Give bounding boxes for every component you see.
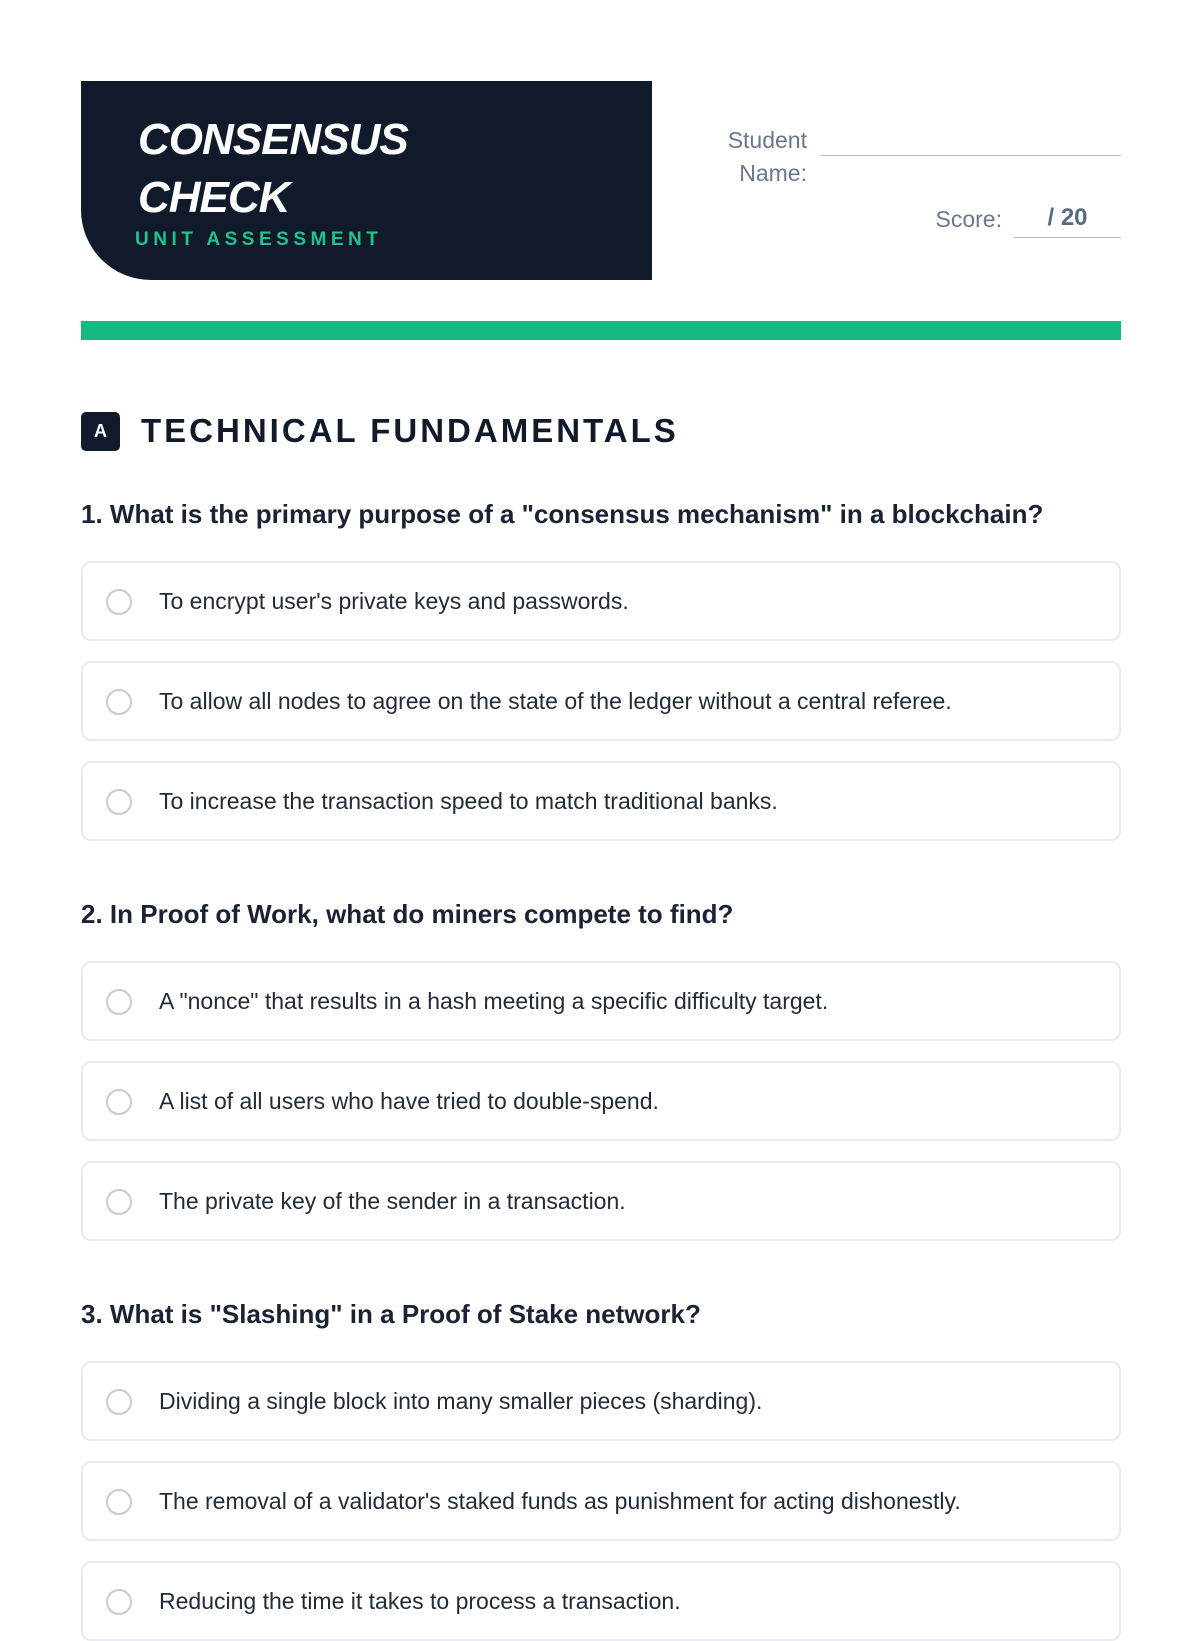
radio-icon[interactable]	[106, 689, 132, 715]
accent-divider	[81, 321, 1121, 340]
section-badge: A	[81, 412, 120, 451]
option-label: Dividing a single block into many smaller pieces (sharding).	[159, 1388, 763, 1414]
question-3-option-3[interactable]	[81, 1561, 1121, 1641]
radio-icon[interactable]	[106, 1389, 132, 1415]
option-label: The private key of the sender in a transaction.	[159, 1188, 626, 1214]
question-2-option-1[interactable]	[81, 961, 1121, 1041]
radio-icon[interactable]	[106, 789, 132, 815]
title-line-1: CONSENSUS	[138, 115, 408, 164]
option-label: A "nonce" that results in a hash meeting a specific difficulty target.	[159, 988, 829, 1014]
student-name-field[interactable]	[820, 155, 1121, 156]
question-1-option-1[interactable]	[81, 561, 1121, 641]
score-value: / 20	[1047, 204, 1088, 231]
option-label: To increase the transaction speed to match traditional banks.	[159, 788, 778, 814]
radio-icon[interactable]	[106, 589, 132, 615]
page-title	[138, 111, 408, 227]
page-subtitle: UNIT ASSESSMENT	[135, 229, 383, 250]
question-2-text: 2. In Proof of Work, what do miners compete to find?	[81, 899, 734, 929]
radio-icon[interactable]	[106, 1489, 132, 1515]
question-2-option-2[interactable]	[81, 1061, 1121, 1141]
section-title: TECHNICAL FUNDAMENTALS	[141, 412, 679, 449]
option-label: To allow all nodes to agree on the state of the ledger without a central referee.	[159, 688, 952, 714]
title-block	[81, 81, 652, 280]
question-1-option-3[interactable]	[81, 761, 1121, 841]
option-label: A list of all users who have tried to double-spend.	[159, 1088, 659, 1114]
radio-icon[interactable]	[106, 989, 132, 1015]
option-label: The removal of a validator's staked funds as punishment for acting dishonestly.	[159, 1488, 961, 1514]
option-label: Reducing the time it takes to process a transaction.	[159, 1588, 681, 1614]
title-line-2: CHECK	[138, 173, 290, 222]
radio-icon[interactable]	[106, 1589, 132, 1615]
score-line	[1014, 237, 1121, 238]
question-3-option-1[interactable]	[81, 1361, 1121, 1441]
score-label: Score:	[935, 206, 1002, 232]
option-label: To encrypt user's private keys and passwords.	[159, 588, 629, 614]
question-2-option-3[interactable]	[81, 1161, 1121, 1241]
student-name-label: Student Name:	[727, 127, 807, 186]
radio-icon[interactable]	[106, 1089, 132, 1115]
question-1-text: 1. What is the primary purpose of a "consensus mechanism" in a blockchain?	[81, 499, 1044, 529]
question-3-option-2[interactable]	[81, 1461, 1121, 1541]
question-3-text: 3. What is "Slashing" in a Proof of Stake network?	[81, 1299, 701, 1329]
question-1-option-2[interactable]	[81, 661, 1121, 741]
radio-icon[interactable]	[106, 1189, 132, 1215]
